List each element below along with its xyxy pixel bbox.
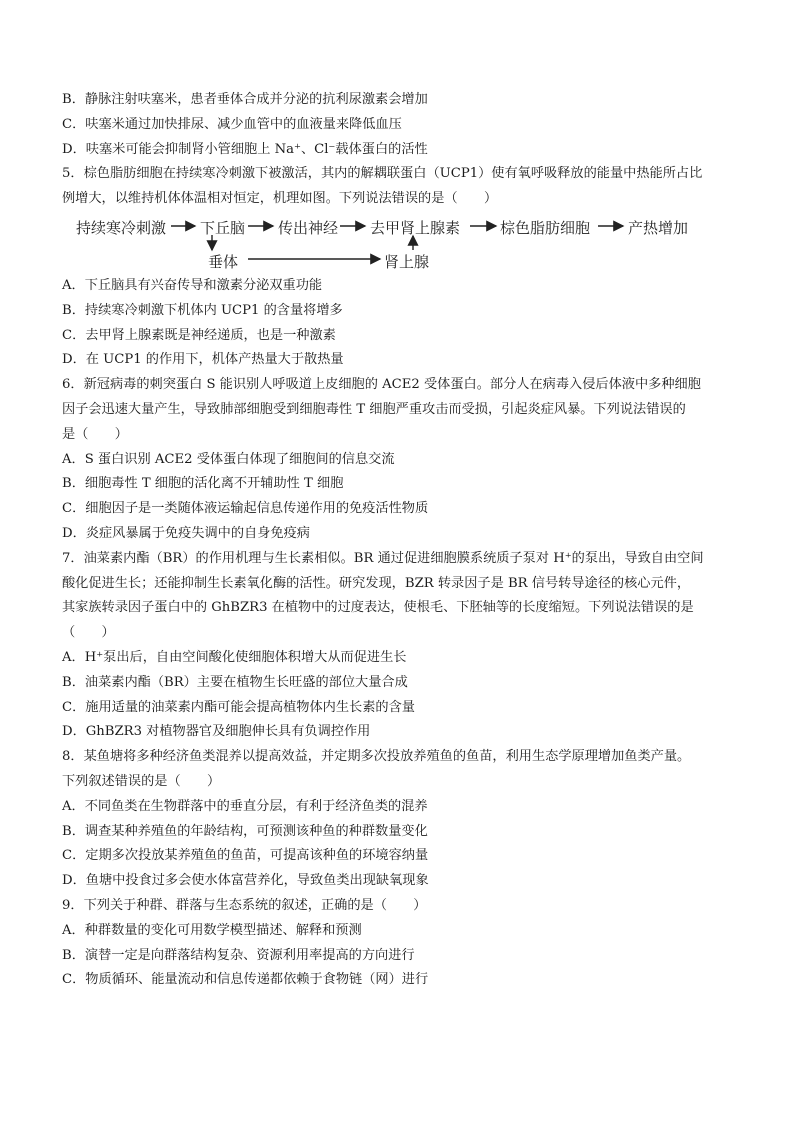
q8-option-a: A．不同鱼类在生物群落中的垂直分层，有利于经济鱼类的混养	[62, 798, 428, 814]
q6-option-b: B．细胞毒性 T 细胞的活化离不开辅助性 T 细胞	[62, 476, 344, 492]
q5-stem-line: 例增大，以维持机体体温相对恒定，机理如图。下列说法错误的是（ ）	[62, 191, 498, 207]
q9-stem: 9．下列关于种群、群落与生态系统的叙述，正确的是（ ）	[62, 897, 427, 913]
q8-option-d: D．鱼塘中投食过多会使水体富营养化，导致鱼类出现缺氧现象	[62, 873, 429, 889]
thermogenesis-flow-diagram	[62, 214, 734, 270]
node-heat-increase: 产热增加	[628, 218, 689, 237]
node-adrenal-gland: 肾上腺	[384, 252, 430, 271]
q4-option-d: D．呋塞米可能会抑制肾小管细胞上 Na⁺、Cl⁻载体蛋白的活性	[62, 141, 428, 157]
node-pituitary: 垂体	[208, 252, 239, 271]
q9-option-b: B．演替一定是向群落结构复杂、资源利用率提高的方向进行	[62, 947, 415, 963]
q6-stem-line: 因子会迅速大量产生，导致肺部细胞受到细胞毒性 T 细胞严重攻击而受损，引起炎症风暴。下列说法错误的	[62, 401, 686, 417]
q8-stem-line: 下列叙述错误的是（ ）	[62, 773, 221, 789]
q5-stem-line: 5．棕色脂肪细胞在持续寒冷刺激下被激活，其内的解耦联蛋白（UCP1）使有氧呼吸释放的能量中热能所占比	[62, 166, 703, 182]
node-norepinephrine: 去甲肾上腺素	[370, 218, 461, 237]
node-efferent-nerve: 传出神经	[278, 218, 339, 237]
q7-stem-line: 其家族转录因子蛋白中的 GhBZR3 在植物中的过度表达，使根毛、下胚轴等的长度缩短。下列说法错误的是	[62, 600, 694, 616]
q6-stem-line: 6．新冠病毒的刺突蛋白 S 能识别人呼吸道上皮细胞的 ACE2 受体蛋白。部分人在病毒入侵后体液中多种细胞	[62, 377, 701, 393]
exam-page-content	[62, 88, 734, 993]
q5-option-c: C．去甲肾上腺素既是神经递质，也是一种激素	[62, 327, 336, 343]
q6-option-d: D．炎症风暴属于免疫失调中的自身免疫病	[62, 525, 310, 541]
q6-option-c: C．细胞因子是一类随体液运输起信息传递作用的免疫活性物质	[62, 501, 429, 517]
q7-option-a: A．H⁺泵出后，自由空间酸化使细胞体积增大从而促进生长	[62, 649, 407, 665]
q4-option-c: C．呋塞米通过加快排尿、减少血管中的血液量来降低血压	[62, 116, 402, 132]
q7-stem-line: 7．油菜素内酯（BR）的作用机理与生长素相似。BR 通过促进细胞膜系统质子泵对 H⁺的泵出，导致自由空间	[62, 550, 704, 566]
q7-stem-line: 酸化促进生长；还能抑制生长素氧化酶的活性。研究发现，BZR 转录因子是 BR 信号转导途径的核心元件，	[62, 575, 691, 591]
q7-option-c: C．施用适量的油菜素内酯可能会提高植物体内生长素的含量	[62, 699, 415, 715]
q7-option-b: B．油菜素内酯（BR）主要在植物生长旺盛的部位大量合成	[62, 674, 408, 690]
q6-stem-line: 是（ ）	[62, 426, 128, 442]
node-cold-stimulus: 持续寒冷刺激	[76, 218, 167, 237]
q8-option-b: B．调查某种养殖鱼的年龄结构，可预测该种鱼的种群数量变化	[62, 823, 428, 839]
q6-option-a: A．S 蛋白识别 ACE2 受体蛋白体现了细胞间的信息交流	[62, 451, 395, 467]
q9-option-c: C．物质循环、能量流动和信息传递都依赖于食物链（网）进行	[62, 972, 429, 988]
q8-stem-line: 8．某鱼塘将多种经济鱼类混养以提高效益，并定期多次投放养殖鱼的鱼苗，利用生态学原理增加鱼类产量。	[62, 749, 691, 765]
node-hypothalamus: 下丘脑	[200, 218, 246, 237]
q5-option-a: A．下丘脑具有兴奋传导和激素分泌双重功能	[62, 277, 323, 293]
q5-option-d: D．在 UCP1 的作用下，机体产热量大于散热量	[62, 352, 344, 368]
q8-option-c: C．定期多次投放某养殖鱼的鱼苗，可提高该种鱼的环境容纳量	[62, 848, 429, 864]
q7-stem-line: （ ）	[62, 625, 115, 641]
q4-option-b: B．静脉注射呋塞米，患者垂体合成并分泌的抗利尿激素会增加	[62, 92, 428, 107]
q5-option-b: B．持续寒冷刺激下机体内 UCP1 的含量将增多	[62, 302, 343, 318]
q7-option-d: D．GhBZR3 对植物器官及细胞伸长具有负调控作用	[62, 724, 371, 740]
node-brown-fat-cell: 棕色脂肪细胞	[500, 218, 591, 237]
q9-option-a: A．种群数量的变化可用数学模型描述、解释和预测	[62, 922, 362, 938]
